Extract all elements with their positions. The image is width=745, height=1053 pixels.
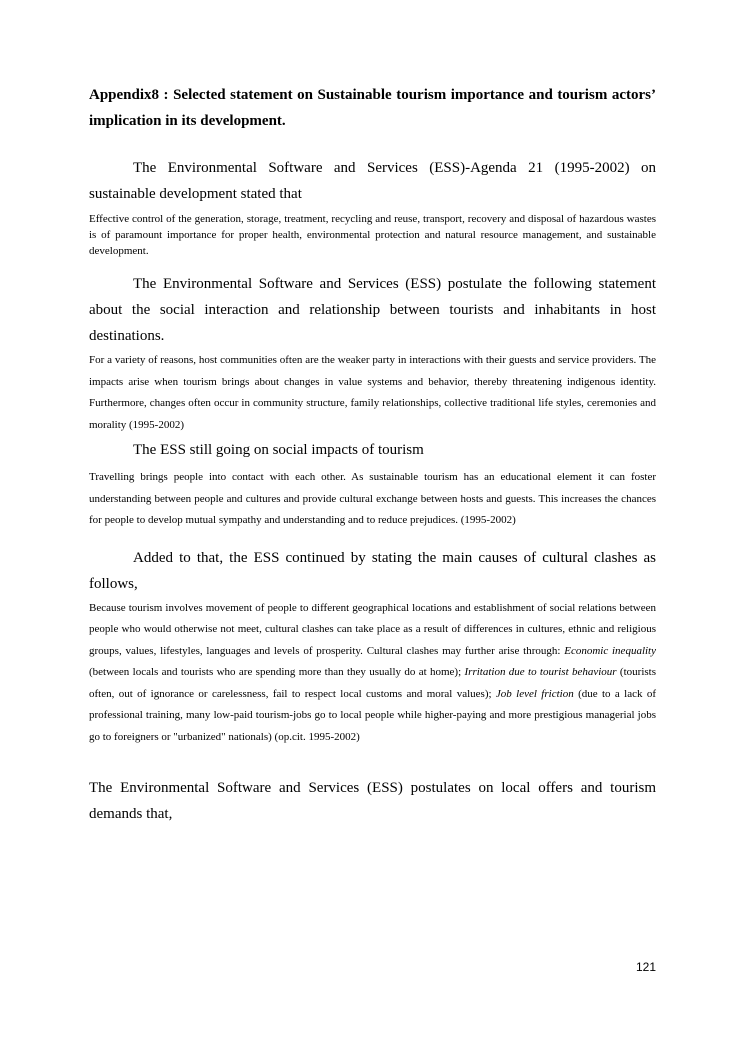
term-economic-inequality: Economic inequality bbox=[564, 644, 656, 657]
quote-part-2: (between locals and tourists who are spending more than they usually do at home); bbox=[89, 666, 465, 678]
quote-hazardous-wastes: Effective control of the generation, storage, treatment, recycling and reuse, transport, recovery and disposal of hazardous wastes is of paramount importance for proper health, environmental protection and natural resource management, and sustainable development. bbox=[89, 213, 656, 257]
social-impacts-paragraph: The ESS still going on social impacts of tourism bbox=[133, 442, 424, 458]
cultural-clashes-paragraph: Added to that, the ESS continued by stating the main causes of cultural clashes as follows, bbox=[89, 549, 656, 592]
quote-part-4: (due to a lack of professional training, many low-paid tourism-jobs go to local people while higher-paying and more prestigious managerial jobs go to foreigners or "urbanized" nationals) (op.cit. 1995-2002) bbox=[89, 687, 657, 743]
quote-travelling: Travelling brings people into contact with each other. As sustainable tourism has an educational element it can foster understanding between people and cultures and provide cultural exchange between hosts and guests. This increases the chances for people to develop mutual sympathy and understanding and to reduce prejudices. (1995-2002) bbox=[89, 471, 656, 526]
social-interaction-paragraph: The Environmental Software and Services (ESS) postulate the following statement about the social interaction and relationship between tourists and inhabitants in host destinations. bbox=[89, 276, 656, 344]
document-page bbox=[89, 82, 656, 827]
quote-cultural-clashes bbox=[89, 598, 656, 749]
quote-part-3: (tourists often, out of ignorance or carelessness, fail to respect local customs and moral values); bbox=[89, 666, 656, 700]
quote-part-1: Because tourism involves movement of people to different geographical locations and establishment of social relations between people who would otherwise not meet, cultural clashes can take place as a result of differences in cultures, ethnic and religious groups, values, lifestyles, languages and levels of prosperity. Cultural clashes may further arise through: bbox=[89, 601, 656, 657]
appendix-title: Appendix8 : Selected statement on Sustainable tourism importance and tourism actors’ implication in its development. bbox=[89, 87, 656, 129]
local-offers-paragraph: The Environmental Software and Services (ESS) postulates on local offers and tourism demands that, bbox=[89, 780, 656, 822]
quote-host-communities: For a variety of reasons, host communities often are the weaker party in interactions with their guests and service providers. The impacts arise when tourism brings about changes in value systems and behavior, thereby threatening indigenous identity. Furthermore, changes often occur in community structure, family relationships, collective traditional life styles, ceremonies and morality (1995-2002) bbox=[89, 354, 656, 431]
intro-paragraph: The Environmental Software and Services (ESS)-Agenda 21 (1995-2002) on sustainable development stated that bbox=[89, 160, 656, 202]
term-irritation: Irritation due to tourist behaviour bbox=[464, 666, 617, 678]
term-job-level-friction: Job level friction bbox=[495, 687, 574, 700]
page-number: 121 bbox=[636, 960, 657, 974]
